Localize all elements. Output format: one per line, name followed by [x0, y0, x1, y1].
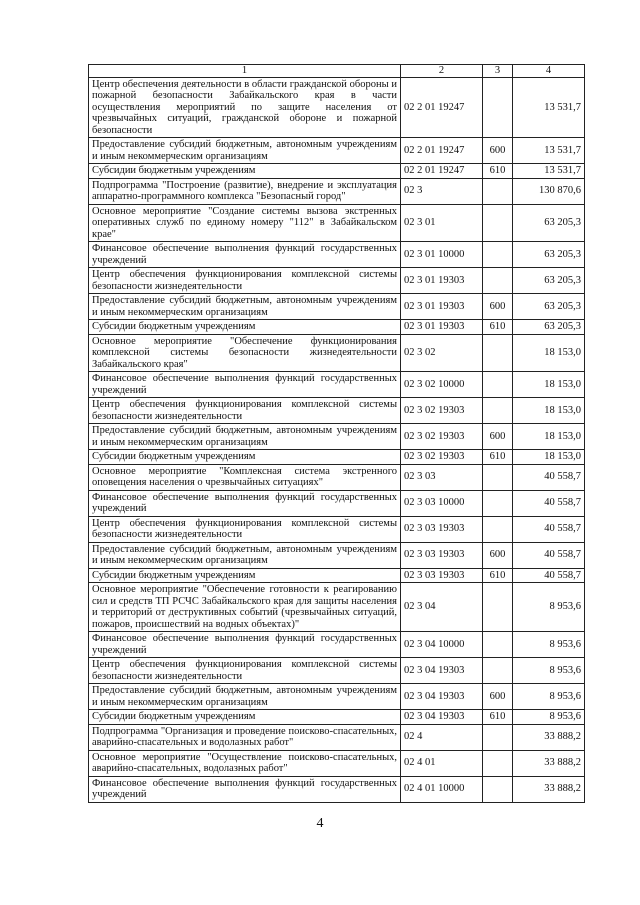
header-col-2: 2	[401, 65, 483, 78]
row-code: 02 3 04	[401, 583, 483, 632]
row-name: Центр обеспечения функционирования комплексной системы безопасности жизнедеятельности	[89, 398, 401, 424]
row-amount: 40 558,7	[513, 568, 585, 583]
row-code: 02 3 03 19303	[401, 568, 483, 583]
row-amount: 13 531,7	[513, 164, 585, 179]
table-row	[89, 320, 585, 335]
row-expense-type: 610	[483, 450, 513, 465]
row-name: Финансовое обеспечение выполнения функций государственных учреждений	[89, 776, 401, 802]
header-col-4: 4	[513, 65, 585, 78]
row-code: 02 2 01 19247	[401, 77, 483, 138]
row-name: Центр обеспечения функционирования комплексной системы безопасности жизнедеятельности	[89, 516, 401, 542]
row-code: 02 3 02 19303	[401, 424, 483, 450]
row-code: 02 3 04 10000	[401, 632, 483, 658]
row-name: Субсидии бюджетным учреждениям	[89, 164, 401, 179]
row-expense-type	[483, 516, 513, 542]
row-amount: 63 205,3	[513, 294, 585, 320]
row-code: 02 3 03 19303	[401, 516, 483, 542]
row-expense-type: 610	[483, 710, 513, 725]
row-name: Предоставление субсидий бюджетным, автономным учреждениям и иным некоммерческим организациям	[89, 542, 401, 568]
row-name: Подпрограмма "Построение (развитие), внедрение и эксплуатация аппаратно-программного комплекса "Безопасный город"	[89, 178, 401, 204]
table-row	[89, 542, 585, 568]
row-amount: 18 153,0	[513, 450, 585, 465]
table-row	[89, 724, 585, 750]
row-expense-type	[483, 490, 513, 516]
row-name: Предоставление субсидий бюджетным, автономным учреждениям и иным некоммерческим организациям	[89, 138, 401, 164]
row-code: 02 3 01 19303	[401, 320, 483, 335]
header-col-3: 3	[483, 65, 513, 78]
table-row	[89, 516, 585, 542]
row-code: 02 4 01 10000	[401, 776, 483, 802]
row-name: Субсидии бюджетным учреждениям	[89, 320, 401, 335]
table-row	[89, 424, 585, 450]
table-row	[89, 398, 585, 424]
row-amount: 40 558,7	[513, 464, 585, 490]
table-row	[89, 268, 585, 294]
table-row	[89, 178, 585, 204]
row-code: 02 3 04 19303	[401, 684, 483, 710]
row-amount: 8 953,6	[513, 632, 585, 658]
row-amount: 63 205,3	[513, 268, 585, 294]
row-name: Предоставление субсидий бюджетным, автономным учреждениям и иным некоммерческим организациям	[89, 424, 401, 450]
row-name: Финансовое обеспечение выполнения функций государственных учреждений	[89, 632, 401, 658]
table-row	[89, 684, 585, 710]
row-code: 02 4 01	[401, 750, 483, 776]
row-expense-type: 610	[483, 164, 513, 179]
row-name: Финансовое обеспечение выполнения функций государственных учреждений	[89, 372, 401, 398]
row-expense-type: 610	[483, 568, 513, 583]
row-code: 02 4	[401, 724, 483, 750]
row-amount: 8 953,6	[513, 710, 585, 725]
row-amount: 8 953,6	[513, 684, 585, 710]
table-row	[89, 632, 585, 658]
table-row	[89, 568, 585, 583]
row-code: 02 3 01 10000	[401, 242, 483, 268]
row-code: 02 2 01 19247	[401, 164, 483, 179]
row-expense-type	[483, 398, 513, 424]
header-row	[89, 65, 585, 78]
row-expense-type	[483, 372, 513, 398]
table-row	[89, 164, 585, 179]
row-expense-type: 600	[483, 424, 513, 450]
row-expense-type: 600	[483, 138, 513, 164]
row-name: Подпрограмма "Организация и проведение поисково-спасательных, аварийно-спасательных и водолазных работ"	[89, 724, 401, 750]
row-code: 02 3 01 19303	[401, 294, 483, 320]
row-amount: 63 205,3	[513, 204, 585, 242]
row-code: 02 3 04 19303	[401, 710, 483, 725]
row-amount: 33 888,2	[513, 750, 585, 776]
row-name: Финансовое обеспечение выполнения функций государственных учреждений	[89, 242, 401, 268]
row-expense-type	[483, 204, 513, 242]
row-code: 02 3	[401, 178, 483, 204]
row-code: 02 3 03	[401, 464, 483, 490]
row-name: Предоставление субсидий бюджетным, автономным учреждениям и иным некоммерческим организациям	[89, 294, 401, 320]
row-amount: 40 558,7	[513, 542, 585, 568]
row-name: Субсидии бюджетным учреждениям	[89, 568, 401, 583]
table-row	[89, 294, 585, 320]
row-name: Центр обеспечения деятельности в области гражданской обороны и пожарной безопасности Забайкальского края в части осуществления мероприятий по защите населения от чрезвычайных ситуаций, гражданской обороне и пожарной безопасности	[89, 77, 401, 138]
row-amount: 63 205,3	[513, 242, 585, 268]
row-name: Основное мероприятие "Комплексная система экстренного оповещения населения о чрезвычайных ситуациях"	[89, 464, 401, 490]
row-amount: 63 205,3	[513, 320, 585, 335]
row-amount: 40 558,7	[513, 516, 585, 542]
row-amount: 18 153,0	[513, 424, 585, 450]
table-row	[89, 138, 585, 164]
row-code: 02 3 04 19303	[401, 658, 483, 684]
row-amount: 18 153,0	[513, 372, 585, 398]
table-row	[89, 583, 585, 632]
table-row	[89, 77, 585, 138]
row-amount: 13 531,7	[513, 138, 585, 164]
row-amount: 130 870,6	[513, 178, 585, 204]
row-name: Основное мероприятие "Создание системы вызова экстренных оперативных служб по единому номеру "112" в Забайкальском крае"	[89, 204, 401, 242]
table-row	[89, 450, 585, 465]
budget-table	[88, 64, 585, 803]
row-name: Предоставление субсидий бюджетным, автономным учреждениям и иным некоммерческим организациям	[89, 684, 401, 710]
row-expense-type	[483, 583, 513, 632]
row-amount: 8 953,6	[513, 658, 585, 684]
row-code: 02 3 02 19303	[401, 450, 483, 465]
table-row	[89, 242, 585, 268]
table-row	[89, 750, 585, 776]
row-code: 02 3 02	[401, 334, 483, 372]
row-amount: 33 888,2	[513, 724, 585, 750]
row-amount: 40 558,7	[513, 490, 585, 516]
table-row	[89, 658, 585, 684]
row-expense-type	[483, 750, 513, 776]
row-expense-type	[483, 334, 513, 372]
table-row	[89, 776, 585, 802]
row-name: Субсидии бюджетным учреждениям	[89, 450, 401, 465]
header-col-1: 1	[89, 65, 401, 78]
row-expense-type	[483, 178, 513, 204]
row-name: Основное мероприятие "Обеспечение готовности к реагированию сил и средств ТП РСЧС Забайкальского края для защиты населения и территорий от деструктивных событий (чрезвычайных ситуаций, пожаров, происшествий на водных объектах)"	[89, 583, 401, 632]
row-expense-type	[483, 268, 513, 294]
row-code: 02 3 03 10000	[401, 490, 483, 516]
row-expense-type	[483, 724, 513, 750]
table-row	[89, 464, 585, 490]
row-expense-type	[483, 464, 513, 490]
row-code: 02 3 01	[401, 204, 483, 242]
table-body	[89, 77, 585, 802]
table-row	[89, 334, 585, 372]
row-expense-type	[483, 776, 513, 802]
row-amount: 33 888,2	[513, 776, 585, 802]
row-expense-type	[483, 632, 513, 658]
row-expense-type: 610	[483, 320, 513, 335]
row-amount: 18 153,0	[513, 398, 585, 424]
row-name: Основное мероприятие "Обеспечение функционирования комплексной системы безопасности жизнедеятельности Забайкальского края"	[89, 334, 401, 372]
page-number: 4	[316, 816, 324, 831]
row-code: 02 3 03 19303	[401, 542, 483, 568]
row-code: 02 3 01 19303	[401, 268, 483, 294]
table-row	[89, 490, 585, 516]
table-row	[89, 372, 585, 398]
table-row	[89, 710, 585, 725]
row-code: 02 3 02 19303	[401, 398, 483, 424]
row-expense-type: 600	[483, 294, 513, 320]
row-amount: 8 953,6	[513, 583, 585, 632]
row-name: Центр обеспечения функционирования комплексной системы безопасности жизнедеятельности	[89, 658, 401, 684]
row-amount: 13 531,7	[513, 77, 585, 138]
table-row	[89, 204, 585, 242]
row-code: 02 3 02 10000	[401, 372, 483, 398]
row-name: Основное мероприятие "Осуществление поисково-спасательных, аварийно-спасательных, водолазных работ"	[89, 750, 401, 776]
row-expense-type: 600	[483, 684, 513, 710]
row-expense-type	[483, 242, 513, 268]
table-header	[89, 65, 585, 78]
row-amount: 18 153,0	[513, 334, 585, 372]
row-code: 02 2 01 19247	[401, 138, 483, 164]
row-expense-type	[483, 658, 513, 684]
row-expense-type	[483, 77, 513, 138]
row-name: Субсидии бюджетным учреждениям	[89, 710, 401, 725]
row-name: Центр обеспечения функционирования комплексной системы безопасности жизнедеятельности	[89, 268, 401, 294]
row-expense-type: 600	[483, 542, 513, 568]
row-name: Финансовое обеспечение выполнения функций государственных учреждений	[89, 490, 401, 516]
